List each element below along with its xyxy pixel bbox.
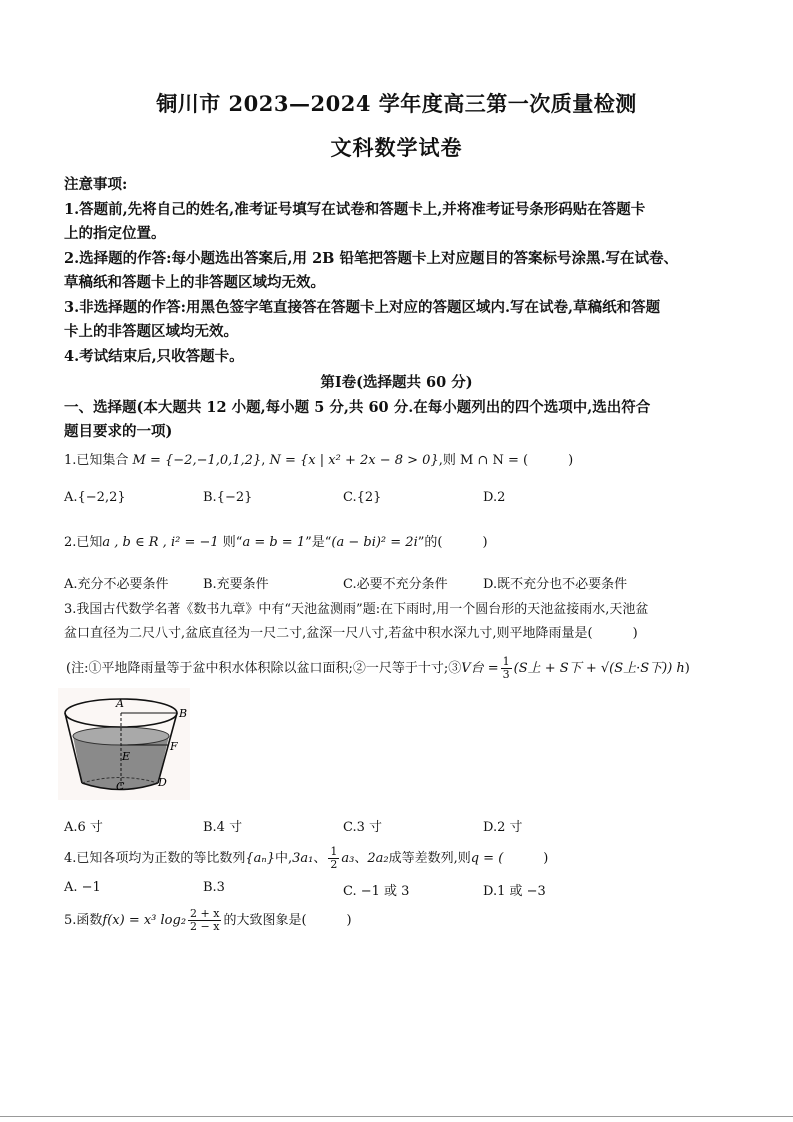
- q2-text-1: 则“: [222, 535, 243, 550]
- q3-note-suffix: ): [684, 661, 690, 676]
- q5-function: f(x) = x³ log₂: [102, 913, 187, 928]
- q3-option-c[interactable]: C.3 寸: [343, 820, 383, 835]
- q5-fraction: [188, 908, 221, 933]
- part-heading-line-1: 一、选择题(本大题共 12 小题,每小题 5 分,共 60 分.在每小题列出的四个选项中,选出符合: [64, 399, 651, 416]
- q4-term-2: a₃: [341, 851, 355, 866]
- label-c: C: [116, 780, 125, 793]
- note-1-line-2: 上的指定位置。: [64, 225, 166, 242]
- q4-q: q = (: [470, 851, 504, 866]
- q1-suffix: ,则 M ∩ N = (: [438, 453, 529, 468]
- question-2: [64, 531, 488, 550]
- q2-text-3: ”的(: [417, 535, 443, 550]
- question-3-line-1: 3.我国古代数学名著《数书九章》中有“天池盆测雨”题:在下雨时,用一个圆台形的天池盆接雨水,天池盆: [64, 602, 649, 617]
- q4-text-2: 成等差数列,则: [388, 851, 471, 866]
- q5-frac-den: 2 − x: [190, 920, 220, 933]
- q2-option-c[interactable]: C.必要不充分条件: [343, 577, 448, 592]
- q1-option-d[interactable]: D.2: [483, 490, 506, 505]
- q4-frac-den: 2: [330, 858, 338, 871]
- note-3-line-2: 卡上的非答题区域均无效。: [64, 323, 238, 340]
- label-f: F: [170, 740, 178, 753]
- q4-close: ): [543, 851, 549, 866]
- question-5: [64, 908, 352, 933]
- q4-seq: {aₙ}: [245, 851, 275, 866]
- q2-condition: a , b ∈ R , i² = −1: [102, 535, 219, 550]
- q4-term-1: 3a₁: [292, 851, 314, 866]
- q2-text-2: ”是“: [305, 535, 332, 550]
- q3-formula-fraction: [501, 656, 512, 681]
- q2-eq-2: (a − bi)² = 2i: [331, 535, 418, 550]
- q4-option-d[interactable]: D.1 或 −3: [483, 884, 546, 899]
- q3-line-2-text: 盆口直径为二尺八寸,盆底直径为一尺二寸,盆深一尺八寸,若盆中积水深九寸,则平地降雨量是(: [64, 626, 593, 641]
- q4-term-3: 2a₂: [367, 851, 389, 866]
- question-3-note: [66, 656, 690, 681]
- notes-heading: 注意事项:: [64, 176, 128, 193]
- q1-set-n: N = {x | x² + 2x − 8 > 0}: [269, 453, 439, 468]
- q2-close: ): [482, 535, 488, 550]
- q4-text-1: 中,: [274, 851, 293, 866]
- label-d: D: [158, 776, 167, 789]
- q3-option-b[interactable]: B.4 寸: [203, 820, 243, 835]
- q3-option-a[interactable]: A.6 寸: [64, 820, 103, 835]
- q4-sep-1: 、: [313, 851, 327, 866]
- exam-subtitle: 文科数学试卷: [330, 135, 463, 160]
- note-3-line-1: 3.非选择题的作答:用黑色签字笔直接答在答题卡上对应的答题区域内.写在试卷,草稿纸和答题: [64, 299, 661, 316]
- label-b: B: [179, 707, 188, 720]
- q4-option-b[interactable]: B.3: [203, 880, 225, 895]
- q3-formula-rhs: (S上 + S下 + √(S上·S下)) h: [513, 661, 685, 676]
- q3-frac-den: 3: [502, 668, 510, 681]
- q3-option-d[interactable]: D.2 寸: [483, 820, 523, 835]
- note-2-line-1: 2.选择题的作答:每小题选出答案后,用 2B 铅笔把答题卡上对应题目的答案标号涂黑.写在试卷、: [64, 250, 679, 267]
- q5-close: ): [346, 913, 352, 928]
- q4-option-c[interactable]: C. −1 或 3: [343, 884, 410, 899]
- q4-prefix: 4.已知各项均为正数的等比数列: [64, 851, 246, 866]
- q1-prefix: 1.已知集合: [64, 453, 129, 468]
- q1-option-c[interactable]: C.{2}: [343, 490, 382, 505]
- q4-fraction: [328, 846, 339, 871]
- q2-prefix: 2.已知: [64, 535, 103, 550]
- note-4: 4.考试结束后,只收答题卡。: [64, 348, 244, 365]
- exam-title: 铜川市 2023—2024 学年度高三第一次质量检测: [156, 91, 637, 116]
- q2-option-d[interactable]: D.既不充分也不必要条件: [483, 577, 628, 592]
- label-e: E: [122, 750, 131, 763]
- q2-eq-1: a = b = 1: [242, 535, 306, 550]
- q5-prefix: 5.函数: [64, 913, 103, 928]
- note-2-line-2: 草稿纸和答题卡上的非答题区域均无效。: [64, 274, 325, 291]
- page-bottom-rule: [0, 1116, 793, 1117]
- q5-suffix: 的大致图象是(: [223, 913, 307, 928]
- question-4: [64, 846, 548, 871]
- question-3-line-2: [64, 622, 638, 641]
- q2-option-a[interactable]: A.充分不必要条件: [64, 577, 169, 592]
- q3-frac-num: 1: [502, 655, 510, 668]
- q4-frac-num: 1: [330, 845, 338, 858]
- q1-close: ): [568, 453, 574, 468]
- volume-title: 第Ⅰ卷(选择题共 60 分): [320, 374, 473, 391]
- q5-frac-num: 2 + x: [190, 907, 220, 920]
- q1-set-m: M = {−2,−1,0,1,2}: [132, 453, 262, 468]
- q4-sep-2: 、: [354, 851, 368, 866]
- q2-option-b[interactable]: B.充要条件: [203, 577, 269, 592]
- q1-option-a[interactable]: A.{−2,2}: [64, 490, 126, 505]
- part-heading-line-2: 题目要求的一项): [64, 423, 173, 440]
- question-1: 1.已知集合 M = {−2,−1,0,1,2}, N = {x | x² + 2x − 8 > 0},则 M ∩ N = ( ): [64, 453, 574, 468]
- q4-option-a[interactable]: A. −1: [64, 880, 101, 895]
- basin-figure: [58, 688, 190, 800]
- q3-formula-lhs: V台 =: [461, 661, 499, 676]
- q3-note-prefix: (注:①平地降雨量等于盆中积水体积除以盆口面积;②一尺等于十寸;③: [66, 661, 462, 676]
- label-a: A: [116, 697, 124, 710]
- q1-option-b[interactable]: B.{−2}: [203, 490, 253, 505]
- q3-close: ): [632, 626, 638, 641]
- note-1-line-1: 1.答题前,先将自己的姓名,准考证号填写在试卷和答题卡上,并将准考证号条形码贴在答题卡: [64, 201, 646, 218]
